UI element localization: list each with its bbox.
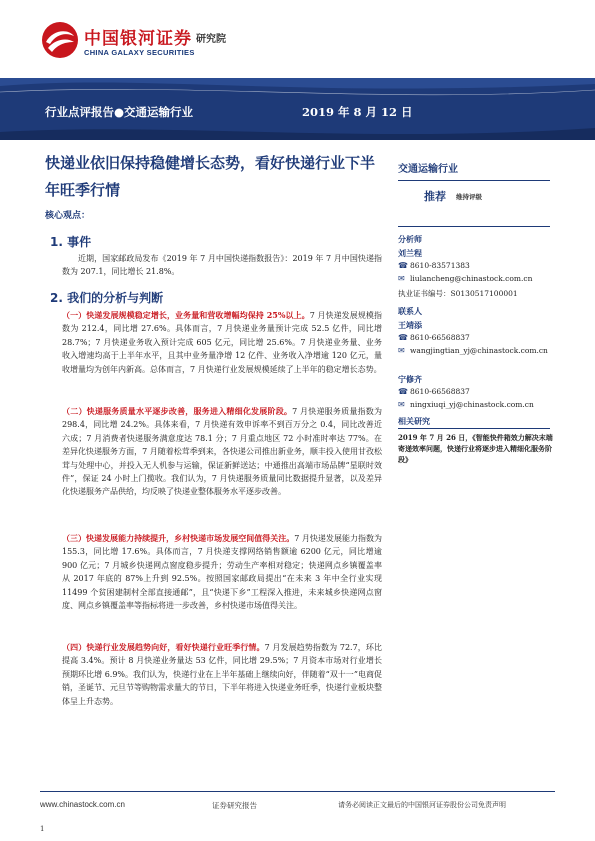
footer-website-link[interactable]: www.chinastock.com.cn xyxy=(40,800,125,809)
analysis-text-2: 7 月快递服务质量指数为 298.4，同比增 24.2%。具体来看，7 月快递有效申诉率不到百万分之 0.4，同比改善近六成；7 月消费者快递服务满意度达 78.1 分；7 月重点地区 72 小时准时率达 77%。在差异化快递服务方面，7 月随着松茸季到来，各快递公司推出新业务，顺丰投入使用甘孜松茸与处理中心，并投入无人机参与运输，保证新鲜送达；中通推出高端市场品牌“星联时效件”，保证 24 小时上门揽收。我们认为，7 月快递服务质量同比数据提升显著，以及差异化快递服务产品供给，均反映了快递业整体服务水平逐步改善。 xyxy=(62,407,382,497)
analysis-text-4: 7 月发展趋势指数为 72.7，环比提高 3.4%。预计 8 月快递业务量达 53 亿件，同比增 29.5%；7 月资本市场对行业增长预期环比增 6.9%。我们认为，快递行业在上半年基础上继续向好，伴随着“双十一”电商促销，圣诞节、元旦节等购物需求量大的节日，下半年将进入快递业务旺季，快递行业板块整体呈上升态势。 xyxy=(62,643,382,706)
analyst-heading: 分析师 xyxy=(398,234,422,244)
analysis-highlight-1: （一）快递发展规模稳定增长，业务量和营收增幅均保持 25%以上。 xyxy=(62,310,310,320)
analysis-text-3: 7 月快递发展能力指数为 155.3，同比增 17.6%。具体而言，7 月快递支撑网络销售额逾 6200 亿元，同比增逾 900 亿元；7 月城乡快递网点窗度稳步提升；劳动生产率相对稳定；快递网点乡镇覆盖率从 2017 年底的 87%上升到 92.5%。按照国家邮政局提出“在未来 3 年中全行业实现 11499 个贫困建制村全部直接通邮”，且“快递下乡”工程深入推进，未来城乡快递网点窗度、网点乡镇覆盖率等指标将进一步改善，乡村快递市场值得关注。 xyxy=(62,534,382,611)
analyst-email[interactable]: ✉ liulancheng@chinastock.com.cn xyxy=(398,274,533,283)
sidebar-divider xyxy=(398,428,550,429)
analyst-license: 执业证书编号：S0130517100001 xyxy=(398,289,518,298)
contact-name: 宁修齐 xyxy=(398,374,422,384)
logo xyxy=(40,18,300,68)
contact-heading: 联系人 xyxy=(398,306,422,316)
sidebar-divider xyxy=(398,180,550,181)
footer-report-type: 证券研究报告 xyxy=(212,801,257,810)
analysis-highlight-4: （四）快递行业发展趋势向好，看好快递行业旺季行情。 xyxy=(62,642,265,652)
contact-phone: ☎ 8610-66568837 xyxy=(398,333,470,342)
analysis-paragraph-4 xyxy=(62,641,382,708)
email-icon: ✉ xyxy=(398,346,405,355)
analysis-text-1: 7 月快递发展规模指数为 212.4，同比增 27.6%。具体而言，7 月快递业务量预计完成 52.5 亿件，同比增 28.7%；7 月快递业务收入预计完成 605 亿元，同比增 25.6%。7 月快递业务量、业务收入增速均高于上半年水平，且其中业务量净增 12 亿件、业务收入净增逾 120 亿元，量收增量均为创年内新高。总体而言，7 月快递行业发展规模延续了上半年的稳定增长态势。 xyxy=(62,311,382,374)
report-banner xyxy=(0,78,595,140)
core-viewpoint-label: 核心观点： xyxy=(45,211,91,221)
analyst-phone: ☎ 8610-83571383 xyxy=(398,261,470,270)
event-paragraph: 近期，国家邮政局发布《2019 年 7 月中国快递指数报告》：2019 年 7 月中国快递指数为 207.1，同比增长 21.8%。 xyxy=(62,254,382,276)
logo-chinese-name: 中国银河证券 xyxy=(84,29,192,49)
email-icon: ✉ xyxy=(398,274,405,283)
related-research-heading: 相关研究 xyxy=(398,416,430,426)
analyst-name: 刘兰程 xyxy=(398,248,422,258)
page-number: 1 xyxy=(40,825,45,833)
footer-disclaimer: 请务必阅读正文最后的中国银河证券股份公司免责声明 xyxy=(338,801,506,809)
phone-icon: ☎ xyxy=(398,333,408,342)
contact-email[interactable]: ✉ wangjingtian_yj@chinastock.com.cn xyxy=(398,346,548,355)
related-research-item[interactable]: 2019 年 7 月 26 日，《智能快件箱效力解决末端寄递效率问题，快递行业将逐步进入精细化服务阶段》 xyxy=(398,433,553,464)
galaxy-logo-icon xyxy=(40,20,80,60)
footer-divider xyxy=(40,791,555,792)
analysis-highlight-3: （三）快递发展能力持续提升，乡村快递市场发展空间值得关注。 xyxy=(62,533,295,543)
section-heading-analysis: 2. 我们的分析与判断 xyxy=(50,291,164,305)
report-title: 快递业依旧保持稳健增长态势，看好快递行业下半年旺季行情 xyxy=(45,154,376,199)
analysis-highlight-2: （二）快递服务质量水平逐步改善，服务进入精细化发展阶段。 xyxy=(62,406,293,416)
sidebar-divider xyxy=(398,226,550,227)
contact-name: 王靖添 xyxy=(398,320,422,330)
rating-value: 推荐 xyxy=(424,190,446,203)
phone-icon: ☎ xyxy=(398,261,408,270)
report-date: 2019 年 8 月 12 日 xyxy=(302,105,413,119)
analysis-paragraph-3 xyxy=(62,532,382,612)
institute-label: 研究院 xyxy=(196,34,226,45)
analysis-paragraph-2 xyxy=(62,405,382,499)
rating-note: 维持评级 xyxy=(456,193,482,201)
contact-email[interactable]: ✉ ningxiuqi_yj@chinastock.com.cn xyxy=(398,400,534,409)
analysis-paragraph-1 xyxy=(62,309,382,376)
sidebar-industry: 交通运输行业 xyxy=(398,164,458,175)
section-heading-event: 1. 事件 xyxy=(50,235,92,249)
email-icon: ✉ xyxy=(398,400,405,409)
logo-english-name: CHINA GALAXY SECURITIES xyxy=(84,48,195,57)
phone-icon: ☎ xyxy=(398,387,408,396)
contact-phone: ☎ 8610-66568837 xyxy=(398,387,470,396)
report-category: 行业点评报告●交通运输行业 xyxy=(45,105,194,119)
